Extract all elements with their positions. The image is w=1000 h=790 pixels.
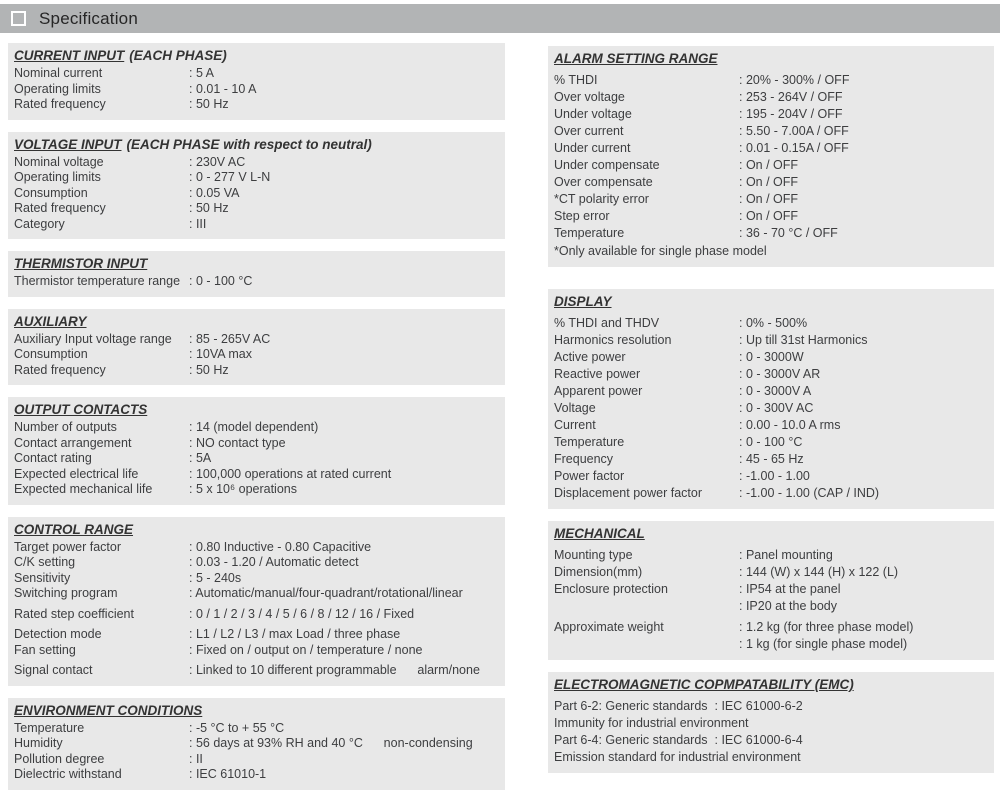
spec-section-auxiliary (8, 309, 505, 386)
spec-row (14, 540, 498, 556)
row-label: % THDI (554, 73, 598, 87)
spec-row (14, 217, 498, 233)
spec-row (14, 451, 498, 467)
row-label: Consumption (14, 347, 88, 361)
section-note: *Only available for single phase model (554, 244, 767, 258)
row-label: Operating limits (14, 81, 101, 96)
left-column (8, 43, 505, 790)
spec-row (554, 468, 987, 485)
row-label: Apparent power (554, 384, 643, 398)
section-heading (14, 703, 498, 718)
row-value: : 56 days at 93% RH and 40 °C non-condensing (189, 736, 473, 750)
section-heading-text: MECHANICAL (554, 526, 645, 541)
row-label: Fan setting (14, 642, 76, 657)
row-label: Dimension(mm) (554, 565, 643, 579)
row-label: Under compensate (554, 158, 660, 172)
row-label: Consumption (14, 185, 88, 200)
row-value: : 0 - 3000W (739, 350, 804, 364)
row-label: Target power factor (14, 539, 121, 554)
spec-row (554, 157, 987, 174)
row-label: Mounting type (554, 548, 633, 562)
spec-row (14, 627, 498, 643)
section-heading (554, 51, 987, 66)
section-heading-text: ELECTROMAGNETIC COPMPATABILITY (EMC) (554, 677, 854, 692)
row-label: C/K setting (14, 555, 76, 569)
row-label: Current (554, 418, 596, 432)
row-value: : 0 / 1 / 2 / 3 / 4 / 5 / 6 / 8 / 12 / 16 / Fixed (189, 606, 415, 621)
row-value: : 0.80 Inductive - 0.80 Capacitive (189, 539, 372, 554)
row-value: : 230V AC (189, 154, 246, 169)
title-square-icon (11, 11, 26, 26)
row-value: : 0% - 500% (739, 316, 808, 330)
spec-row (554, 140, 987, 157)
spec-row (14, 607, 498, 623)
spec-section-control-range (8, 517, 505, 686)
spec-row (554, 225, 987, 242)
row-value: : 5 - 240s (189, 570, 242, 585)
row-label: Contact arrangement (14, 435, 132, 450)
spec-row (14, 274, 498, 290)
spec-row (14, 482, 498, 498)
row-label: Under current (554, 141, 631, 155)
spec-columns (0, 43, 1000, 790)
spec-section-current-input (8, 43, 505, 120)
spec-row (14, 752, 498, 768)
spec-row (554, 383, 987, 400)
spec-section-display (548, 289, 994, 509)
spec-section-mechanical (548, 521, 994, 660)
row-value: : -1.00 - 1.00 (739, 469, 810, 483)
spec-row (14, 736, 498, 752)
row-label: Detection mode (14, 627, 102, 641)
spec-row (554, 417, 987, 434)
row-value: : 1.2 kg (for three phase model) (739, 620, 914, 634)
section-heading-text: THERMISTOR INPUT (14, 256, 148, 271)
spec-section-alarm-setting-range (548, 46, 994, 267)
row-value: : 20% - 300% / OFF (739, 73, 850, 87)
row-label: Contact rating (14, 451, 92, 465)
row-value: : 50 Hz (189, 97, 229, 111)
row-value: : II (189, 751, 203, 766)
row-value: : 50 Hz (189, 201, 229, 215)
page-header-bar (0, 4, 1000, 33)
row-value: : 253 - 264V / OFF (739, 90, 843, 104)
row-label: Pollution degree (14, 751, 105, 766)
row-value: : 0.05 VA (189, 185, 240, 200)
row-value: : 195 - 204V / OFF (739, 107, 843, 121)
row-label: Active power (554, 350, 626, 364)
spec-row (554, 564, 987, 581)
row-label: Rated frequency (14, 201, 106, 215)
spec-row (14, 66, 498, 82)
spec-row (14, 155, 498, 171)
row-value: : NO contact type (189, 435, 286, 450)
spec-row (554, 349, 987, 366)
row-label: Step error (554, 209, 610, 223)
spec-row (14, 643, 498, 659)
spec-row (554, 89, 987, 106)
row-label (554, 636, 739, 653)
row-value: : 0 - 277 V L-N (189, 170, 271, 184)
row-label: Over voltage (554, 90, 625, 104)
row-label: Enclosure protection (554, 582, 668, 596)
row-label: Thermistor temperature range (14, 274, 184, 288)
spec-row (14, 467, 498, 483)
row-value: : IP54 at the panel (739, 582, 841, 596)
row-value: : Linked to 10 different programmable alarm/none (189, 663, 480, 677)
spec-row (554, 72, 987, 89)
row-value: : Fixed on / output on / temperature / none (189, 642, 423, 657)
row-value: : On / OFF (739, 192, 799, 206)
row-value: : 5.50 - 7.00A / OFF (739, 124, 849, 138)
spec-row (14, 767, 498, 783)
section-note: Emission standard for industrial environment (554, 750, 801, 764)
spec-row (14, 363, 498, 379)
row-label: Reactive power (554, 367, 641, 381)
row-label: Operating limits (14, 170, 101, 184)
right-column (548, 46, 994, 790)
spec-row (554, 174, 987, 191)
spec-row (14, 97, 498, 113)
section-heading (14, 137, 498, 152)
spec-row (554, 451, 987, 468)
row-value: : -1.00 - 1.00 (CAP / IND) (739, 486, 880, 500)
section-heading (14, 256, 498, 271)
row-label: Power factor (554, 469, 625, 483)
spec-row (14, 170, 498, 186)
row-value: : 144 (W) x 144 (H) x 122 (L) (739, 565, 899, 579)
row-label: Harmonics resolution (554, 333, 672, 347)
row-label: Number of outputs (14, 420, 117, 434)
row-value: : IEC 61010-1 (189, 767, 267, 781)
row-label: Temperature (554, 226, 625, 240)
spec-row (14, 721, 498, 737)
row-value: : 0.03 - 1.20 / Automatic detect (189, 555, 359, 569)
section-heading-suffix: (EACH PHASE with respect to neutral) (126, 136, 372, 152)
row-value: : III (189, 216, 207, 231)
section-note: Part 6-2: Generic standards : IEC 61000-6-2 (554, 699, 803, 713)
section-heading (14, 48, 498, 63)
row-label: Expected electrical life (14, 466, 139, 481)
section-heading-text: AUXILIARY (14, 313, 87, 329)
spec-row (554, 581, 987, 598)
row-label (554, 598, 739, 615)
row-label: *CT polarity error (554, 192, 649, 206)
row-value: : 85 - 265V AC (189, 331, 271, 346)
row-value: : 5A (189, 451, 212, 465)
row-label: Auxiliary Input voltage range (14, 331, 176, 346)
spec-row (14, 586, 498, 602)
row-value: : 100,000 operations at rated current (189, 466, 392, 481)
row-label: % THDI and THDV (554, 316, 660, 330)
row-label: Expected mechanical life (14, 482, 153, 496)
row-value: : 1 kg (for single phase model) (739, 637, 908, 651)
spec-row (554, 400, 987, 417)
row-value: : 0 - 300V AC (739, 401, 814, 415)
row-label: Humidity (14, 736, 63, 750)
row-label: Rated step coefficient (14, 606, 134, 621)
row-label: Category (14, 216, 65, 231)
spec-row (554, 315, 987, 332)
row-value: : 50 Hz (189, 362, 229, 377)
row-label: Dielectric withstand (14, 767, 122, 781)
spec-section-voltage-input (8, 132, 505, 240)
row-label: Signal contact (14, 663, 93, 677)
row-value: : 36 - 70 °C / OFF (739, 226, 838, 240)
spec-row (14, 555, 498, 571)
section-heading (554, 677, 987, 692)
row-value: : 10VA max (189, 347, 252, 361)
row-value: : On / OFF (739, 158, 799, 172)
row-label: Frequency (554, 452, 614, 466)
section-heading-text: CURRENT INPUT (14, 48, 125, 63)
row-label: Rated frequency (14, 97, 106, 111)
spec-section-thermistor-input (8, 251, 505, 297)
row-label: Temperature (554, 435, 625, 449)
spec-row (14, 420, 498, 436)
spec-row (14, 201, 498, 217)
section-heading-text: DISPLAY (554, 294, 612, 309)
row-value: : 5 x 10⁶ operations (189, 482, 297, 496)
row-label: Rated frequency (14, 362, 106, 377)
spec-row (14, 332, 498, 348)
row-value: : 0 - 100 °C (739, 435, 803, 449)
row-value: : 0.01 - 10 A (189, 81, 257, 96)
spec-row (554, 208, 987, 225)
row-value: : 5 A (189, 66, 215, 80)
row-label: Nominal voltage (14, 154, 104, 169)
row-label: Sensitivity (14, 570, 71, 585)
section-heading (14, 522, 498, 537)
spec-section-environment-conditions (8, 698, 505, 790)
section-heading-text: VOLTAGE INPUT (14, 136, 122, 152)
row-value: : IP20 at the body (739, 599, 837, 613)
row-label: Over current (554, 124, 624, 138)
spec-row (554, 636, 987, 653)
spec-row (554, 598, 987, 615)
row-value: : 0 - 100 °C (189, 274, 253, 288)
row-value: : L1 / L2 / L3 / max Load / three phase (189, 627, 401, 641)
page-title: Specification (39, 8, 138, 28)
row-label: Voltage (554, 401, 596, 415)
spec-row (554, 366, 987, 383)
spec-row (14, 186, 498, 202)
row-value: : 0.01 - 0.15A / OFF (739, 141, 849, 155)
row-label: Switching program (14, 586, 118, 600)
row-label: Nominal current (14, 66, 103, 80)
row-value: : -5 °C to + 55 °C (189, 720, 285, 735)
section-heading (554, 294, 987, 309)
spec-row (554, 332, 987, 349)
row-label: Under voltage (554, 107, 632, 121)
row-value: : 0 - 3000V AR (739, 367, 821, 381)
section-heading-text: ENVIRONMENT CONDITIONS (14, 702, 203, 718)
section-heading-text: CONTROL RANGE (14, 521, 134, 537)
section-heading-text: ALARM SETTING RANGE (554, 51, 718, 66)
section-heading (14, 314, 498, 329)
row-value: : On / OFF (739, 209, 799, 223)
spec-row (554, 547, 987, 564)
spec-row (554, 434, 987, 451)
spec-row (14, 571, 498, 587)
row-value: : On / OFF (739, 175, 799, 189)
spec-row (14, 347, 498, 363)
row-label: Approximate weight (554, 620, 664, 634)
section-heading (14, 402, 498, 417)
row-value: : 14 (model dependent) (189, 420, 319, 434)
section-note: Part 6-4: Generic standards : IEC 61000-6-4 (554, 733, 803, 747)
spec-row (554, 191, 987, 208)
spec-row (554, 485, 987, 502)
section-note: Immunity for industrial environment (554, 716, 749, 730)
spec-row (14, 82, 498, 98)
row-label: Over compensate (554, 175, 653, 189)
row-value: : 0.00 - 10.0 A rms (739, 418, 841, 432)
row-label: Temperature (14, 720, 85, 735)
row-value: : 45 - 65 Hz (739, 452, 804, 466)
spec-row (554, 619, 987, 636)
section-heading-text: OUTPUT CONTACTS (14, 402, 148, 417)
row-value: : 0 - 3000V A (739, 384, 812, 398)
row-value: : Automatic/manual/four-quadrant/rotational/linear (189, 586, 463, 600)
spec-row (14, 663, 498, 679)
section-heading (554, 526, 987, 541)
row-label: Displacement power factor (554, 486, 706, 500)
section-heading-suffix: (EACH PHASE) (129, 48, 227, 63)
spec-row (14, 436, 498, 452)
spec-row (554, 106, 987, 123)
row-value: : Up till 31st Harmonics (739, 333, 868, 347)
spec-section-output-contacts (8, 397, 505, 505)
spec-row (554, 123, 987, 140)
row-value: : Panel mounting (739, 548, 833, 562)
spec-section-electromagnetic-copmpatability-emc (548, 672, 994, 773)
